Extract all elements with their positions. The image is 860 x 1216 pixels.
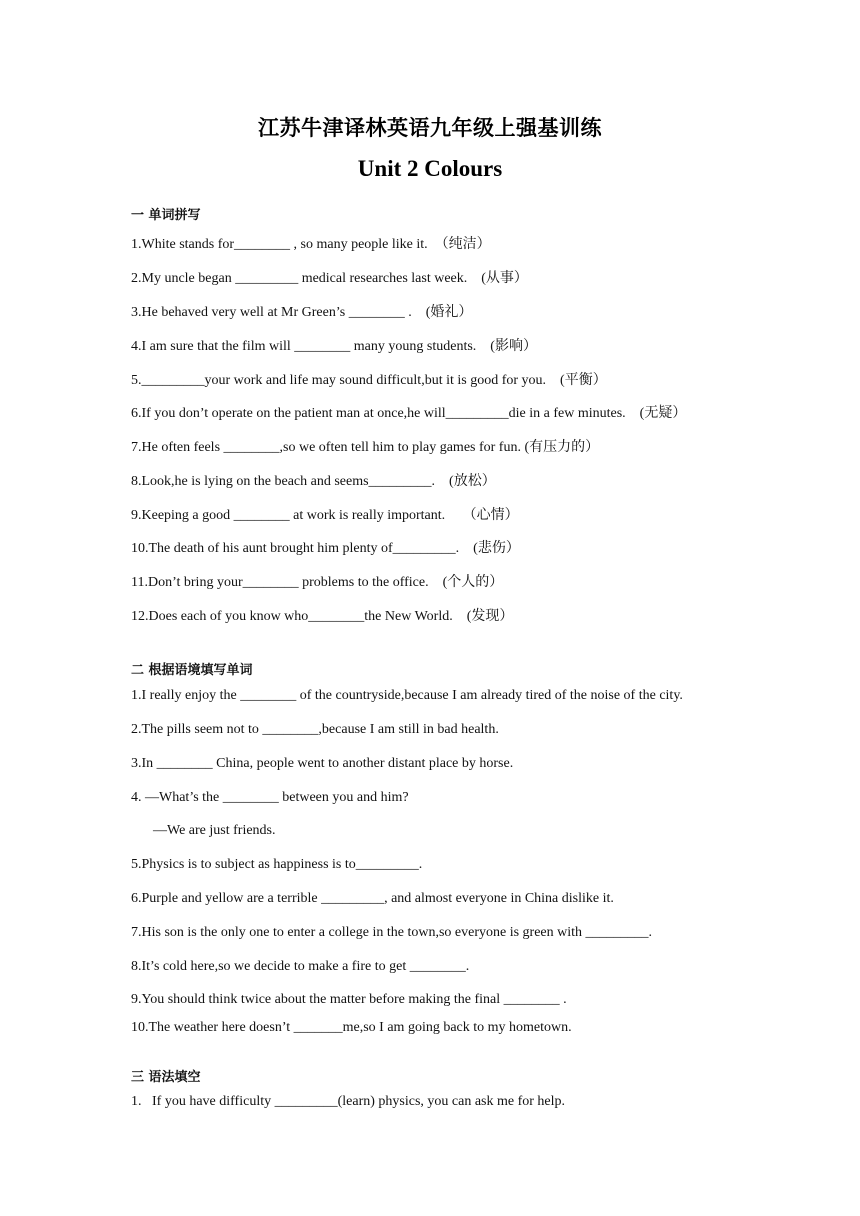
exercise-item: 9.Keeping a good ________ at work is really important. （心情） (131, 508, 519, 523)
section-heading-spelling: 一 单词拼写 (131, 208, 201, 223)
exercise-item: 12.Does each of you know who________the New World. (发现） (131, 609, 514, 624)
exercise-item: 6.Purple and yellow are a terrible _________, and almost everyone in China dislike it. (131, 891, 614, 906)
exercise-item: 2.The pills seem not to ________,because I am still in bad health. (131, 722, 499, 737)
exercise-item: 10.The weather here doesn’t _______me,so I am going back to my hometown. (131, 1020, 572, 1035)
exercise-item: 2.My uncle began _________ medical researches last week. (从事） (131, 271, 528, 286)
exercise-item: 9.You should think twice about the matter before making the final ________ . (131, 992, 567, 1007)
exercise-item: 8.Look,he is lying on the beach and seems_________. (放松） (131, 474, 496, 489)
exercise-item: 4.I am sure that the film will ________ many young students. (影响） (131, 339, 537, 354)
exercise-item: 8.It’s cold here,so we decide to make a fire to get ________. (131, 959, 470, 974)
section-heading-context-fill: 二 根据语境填写单词 (131, 663, 253, 678)
exercise-item: 7.He often feels ________,so we often tell him to play games for fun. (有压力的） (131, 440, 600, 455)
section-heading-grammar-fill: 三 语法填空 (131, 1070, 201, 1085)
exercise-item: 1.White stands for________ , so many people like it. （纯洁） (131, 237, 491, 252)
page-title-english: Unit 2 Colours (357, 156, 503, 181)
exercise-item: 3.He behaved very well at Mr Green’s ________ . (婚礼） (131, 305, 473, 320)
exercise-item: 1. If you have difficulty _________(learn) physics, you can ask me for help. (131, 1094, 566, 1109)
exercise-item-reply: —We are just friends. (153, 823, 276, 838)
exercise-item: 4. —What’s the ________ between you and him? (131, 790, 409, 805)
exercise-item: 7.His son is the only one to enter a college in the town,so everyone is green with _________. (131, 925, 653, 940)
page-title-chinese: 江苏牛津译林英语九年级上强基训练 (258, 116, 602, 140)
exercise-item: 3.In ________ China, people went to another distant place by horse. (131, 756, 514, 771)
exercise-item: 6.If you don’t operate on the patient man at once,he will_________die in a few minutes. (无疑） (131, 406, 687, 421)
exercise-item: 5.Physics is to subject as happiness is to_________. (131, 857, 423, 872)
exercise-item: 11.Don’t bring your________ problems to the office. (个人的） (131, 575, 504, 590)
exercise-item: 5._________your work and life may sound difficult,but it is good for you. (平衡） (131, 373, 607, 388)
exercise-item: 1.I really enjoy the ________ of the countryside,because I am already tired of the noise of the city. (131, 688, 683, 703)
exercise-item: 10.The death of his aunt brought him plenty of_________. (悲伤） (131, 541, 520, 556)
